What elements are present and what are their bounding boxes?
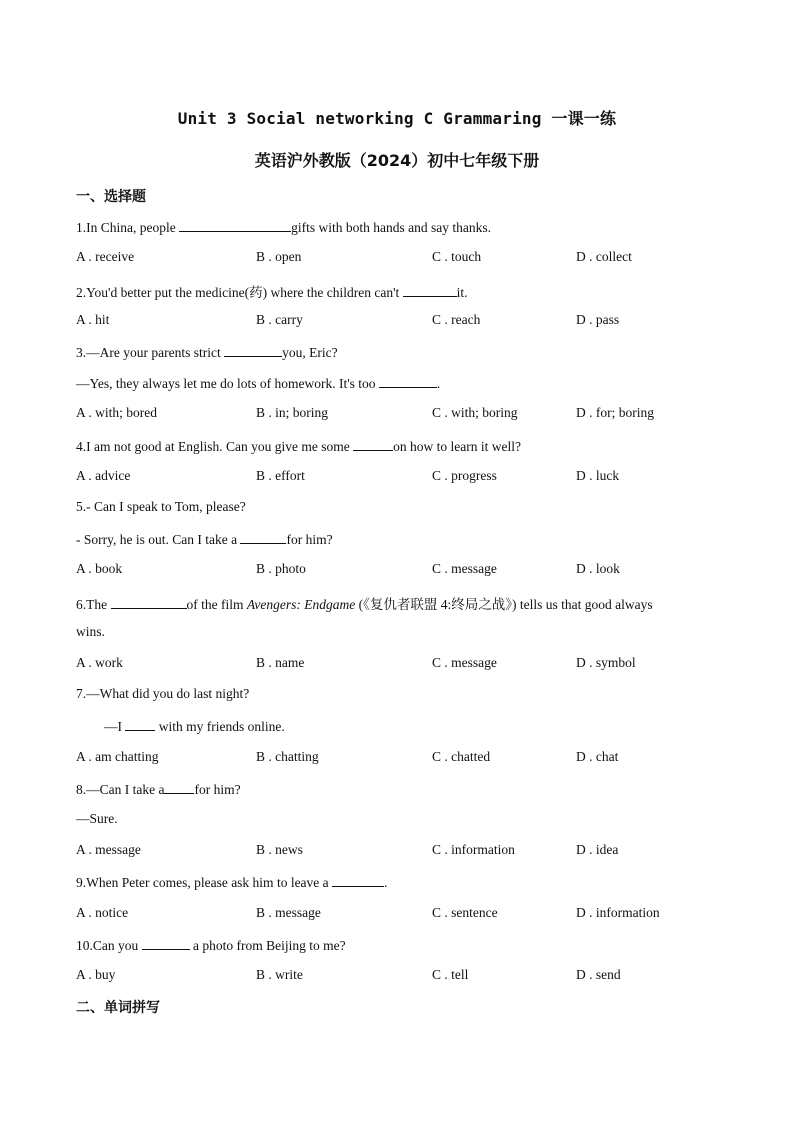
answer-blank <box>142 936 190 950</box>
option-c: C . message <box>432 561 497 576</box>
option-d: D . send <box>576 967 621 982</box>
option-a: A . message <box>76 842 141 857</box>
option-b: B . effort <box>256 468 305 483</box>
answer-blank <box>164 780 194 794</box>
option-a: A . hit <box>76 312 110 327</box>
option-a: A . buy <box>76 967 116 982</box>
answer-blank <box>379 374 437 388</box>
answer-blank <box>179 218 291 232</box>
question-1-stem <box>76 218 491 236</box>
question-text: 9.When Peter comes, please ask him to leave a <box>76 875 333 890</box>
question-8-stem <box>76 780 241 798</box>
option-d: D . pass <box>576 312 620 327</box>
option-c: C . chatted <box>432 749 491 764</box>
question-text: . <box>436 376 441 391</box>
section-heading-choice: 一、选择题 <box>76 189 146 205</box>
question-text: 2.You'd better put the medicine(药) where the children can't <box>76 285 403 300</box>
question-text: (《复仇者联盟 4:终局之战》) tells us that good always <box>355 597 653 612</box>
answer-blank <box>125 717 155 731</box>
option-b: B . carry <box>256 312 303 327</box>
document-title: Unit 3 Social networking C Grammaring 一课一练 <box>177 109 617 128</box>
question-text: 6.The <box>76 597 111 612</box>
option-b: B . in; boring <box>256 405 329 420</box>
option-a: A . notice <box>76 905 129 920</box>
question-text: 3.—Are your parents strict <box>76 345 225 360</box>
question-9-stem <box>76 873 387 891</box>
question-text: - Sorry, he is out. Can I take a <box>76 532 241 547</box>
option-b: B . message <box>256 905 321 920</box>
question-text: on how to learn it well? <box>393 439 521 454</box>
question-text: —Yes, they always let me do lots of homework. It's too <box>76 376 379 391</box>
answer-blank <box>353 437 393 451</box>
option-a: A . book <box>76 561 123 576</box>
question-text: 8.—Can I take a <box>76 782 165 797</box>
question-text: for him? <box>194 782 241 797</box>
option-d: D . collect <box>576 249 632 264</box>
answer-blank <box>332 873 384 887</box>
question-4-stem <box>76 437 521 455</box>
question-text: it. <box>456 285 468 300</box>
answer-blank <box>240 530 286 544</box>
option-a: A . work <box>76 655 123 670</box>
question-text: . <box>384 875 388 890</box>
option-a: A . with; bored <box>76 405 157 420</box>
question-text: gifts with both hands and say thanks. <box>291 220 491 235</box>
question-5-stem: 5.- Can I speak to Tom, please? <box>76 499 246 514</box>
question-6-stem <box>76 593 653 613</box>
question-text: 4.I am not good at English. Can you give me some <box>76 439 354 454</box>
option-c: C . message <box>432 655 497 670</box>
answer-blank <box>224 343 282 357</box>
question-10-stem <box>76 936 346 954</box>
question-text: —I <box>104 719 126 734</box>
option-c: C . progress <box>432 468 497 483</box>
document-subtitle: 英语沪外教版（2024）初中七年级下册 <box>254 151 540 170</box>
option-c: C . tell <box>432 967 469 982</box>
option-d: D . look <box>576 561 620 576</box>
option-c: C . reach <box>432 312 481 327</box>
question-3-stem <box>76 343 338 361</box>
question-text: you, Eric? <box>282 345 338 360</box>
option-b: B . chatting <box>256 749 319 764</box>
option-b: B . name <box>256 655 305 670</box>
option-d: D . chat <box>576 749 619 764</box>
question-5-reply <box>76 530 333 548</box>
option-c: C . touch <box>432 249 482 264</box>
question-text: for him? <box>286 532 333 547</box>
question-7-reply <box>104 717 285 735</box>
question-8-reply: —Sure. <box>76 811 118 826</box>
option-d: D . idea <box>576 842 619 857</box>
option-d: D . luck <box>576 468 620 483</box>
section-heading-spelling: 二、单词拼写 <box>76 1000 160 1016</box>
option-b: B . open <box>256 249 302 264</box>
option-d: D . symbol <box>576 655 636 670</box>
option-c: C . with; boring <box>432 405 518 420</box>
option-c: C . sentence <box>432 905 498 920</box>
option-c: C . information <box>432 842 515 857</box>
question-text: with my friends online. <box>155 719 285 734</box>
option-a: A . am chatting <box>76 749 159 764</box>
option-b: B . write <box>256 967 303 982</box>
question-text: a photo from Beijing to me? <box>189 938 346 953</box>
question-7-stem: 7.—What did you do last night? <box>76 686 250 701</box>
film-title: Avengers: Endgame <box>246 597 356 612</box>
question-text: 10.Can you <box>76 938 142 953</box>
answer-blank <box>403 283 457 297</box>
option-b: B . news <box>256 842 303 857</box>
question-text: 1.In China, people <box>76 220 180 235</box>
option-d: D . for; boring <box>576 405 654 420</box>
question-3-reply <box>76 374 440 392</box>
option-d: D . information <box>576 905 660 920</box>
option-a: A . advice <box>76 468 131 483</box>
answer-blank <box>111 595 187 609</box>
question-2-stem <box>76 281 468 301</box>
option-a: A . receive <box>76 249 135 264</box>
question-6-continued: wins. <box>76 624 105 639</box>
question-text: of the film <box>186 597 247 612</box>
option-b: B . photo <box>256 561 306 576</box>
